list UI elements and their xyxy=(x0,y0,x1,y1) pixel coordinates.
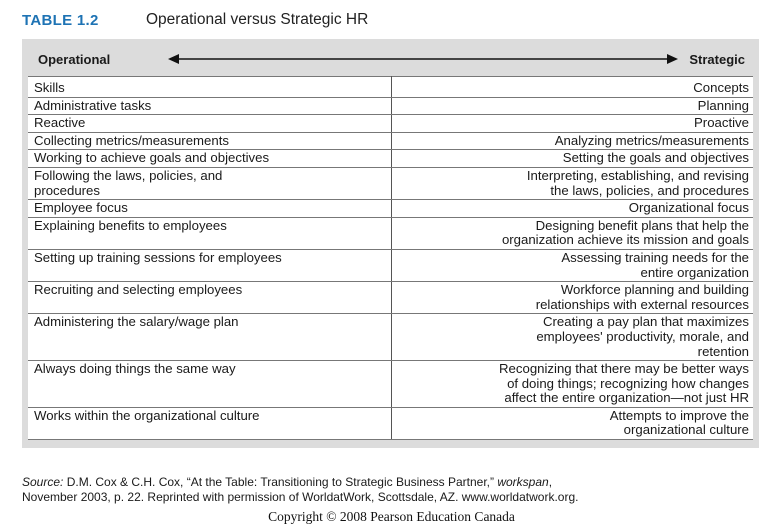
source-publication: workspan xyxy=(497,475,549,489)
strategic-cell: Concepts xyxy=(392,77,754,98)
operational-cell: Administrative tasks xyxy=(28,97,392,115)
operational-cell: Works within the organizational culture xyxy=(28,407,392,439)
table-row xyxy=(28,97,753,115)
table-container xyxy=(22,39,759,448)
double-arrow-icon xyxy=(168,53,678,65)
strategic-cell: Planning xyxy=(392,97,754,115)
source-rest: , xyxy=(548,475,553,489)
table-row xyxy=(28,314,753,361)
source-note xyxy=(22,475,772,504)
table-caption xyxy=(22,8,368,32)
table-row xyxy=(28,115,753,133)
operational-cell: Following the laws, policies, and procedures xyxy=(28,167,392,199)
table-number: TABLE 1.2 xyxy=(22,11,99,29)
table-row xyxy=(28,407,753,439)
operational-cell: Reactive xyxy=(28,115,392,133)
table-title: Operational versus Strategic HR xyxy=(146,11,369,28)
operational-cell: Working to achieve goals and objectives xyxy=(28,150,392,168)
strategic-cell: Recognizing that there may be better ways of doing things; recognizing how changes affect the entire organization—not just HR xyxy=(392,361,754,408)
operational-cell: Recruiting and selecting employees xyxy=(28,282,392,314)
table-row xyxy=(28,132,753,150)
operational-cell: Administering the salary/wage plan xyxy=(28,314,392,361)
operational-cell: Employee focus xyxy=(28,200,392,218)
table-row xyxy=(28,150,753,168)
header-strategic: Strategic xyxy=(689,51,745,67)
strategic-cell: Analyzing metrics/measurements xyxy=(392,132,754,150)
strategic-cell: Assessing training needs for the entire organization xyxy=(392,249,754,281)
table-row xyxy=(28,77,753,98)
header-operational: Operational xyxy=(38,51,111,67)
source-line2: November 2003, p. 22. Reprinted with permission of WorldatWork, Scottsdale, AZ. www.worldatwork.org. xyxy=(22,489,579,504)
operational-cell: Setting up training sessions for employees xyxy=(28,249,392,281)
strategic-cell: Setting the goals and objectives xyxy=(392,150,754,168)
strategic-cell: Workforce planning and building relationships with external resources xyxy=(392,282,754,314)
strategic-cell: Creating a pay plan that maximizes employees' productivity, morale, and retention xyxy=(392,314,754,361)
strategic-cell: Interpreting, establishing, and revising the laws, policies, and procedures xyxy=(392,167,754,199)
strategic-cell: Attempts to improve the organizational culture xyxy=(392,407,754,439)
strategic-cell: Designing benefit plans that help the organization achieve its mission and goals xyxy=(392,217,754,249)
comparison-table xyxy=(28,76,753,440)
source-authors: D.M. Cox & C.H. Cox, “At the Table: Transitioning to Strategic Business Partner,” xyxy=(63,475,498,489)
table-row xyxy=(28,249,753,281)
source-label: Source: xyxy=(22,475,64,489)
operational-cell: Always doing things the same way xyxy=(28,361,392,408)
strategic-cell: Organizational focus xyxy=(392,200,754,218)
operational-cell: Explaining benefits to employees xyxy=(28,217,392,249)
copyright: Copyright © 2008 Pearson Education Canada xyxy=(268,509,515,524)
table-row xyxy=(28,361,753,408)
table-row xyxy=(28,200,753,218)
table-header xyxy=(28,42,753,76)
table-row xyxy=(28,217,753,249)
table-row xyxy=(28,282,753,314)
table-row xyxy=(28,167,753,199)
operational-cell: Skills xyxy=(28,77,392,98)
strategic-cell: Proactive xyxy=(392,115,754,133)
operational-cell: Collecting metrics/measurements xyxy=(28,132,392,150)
